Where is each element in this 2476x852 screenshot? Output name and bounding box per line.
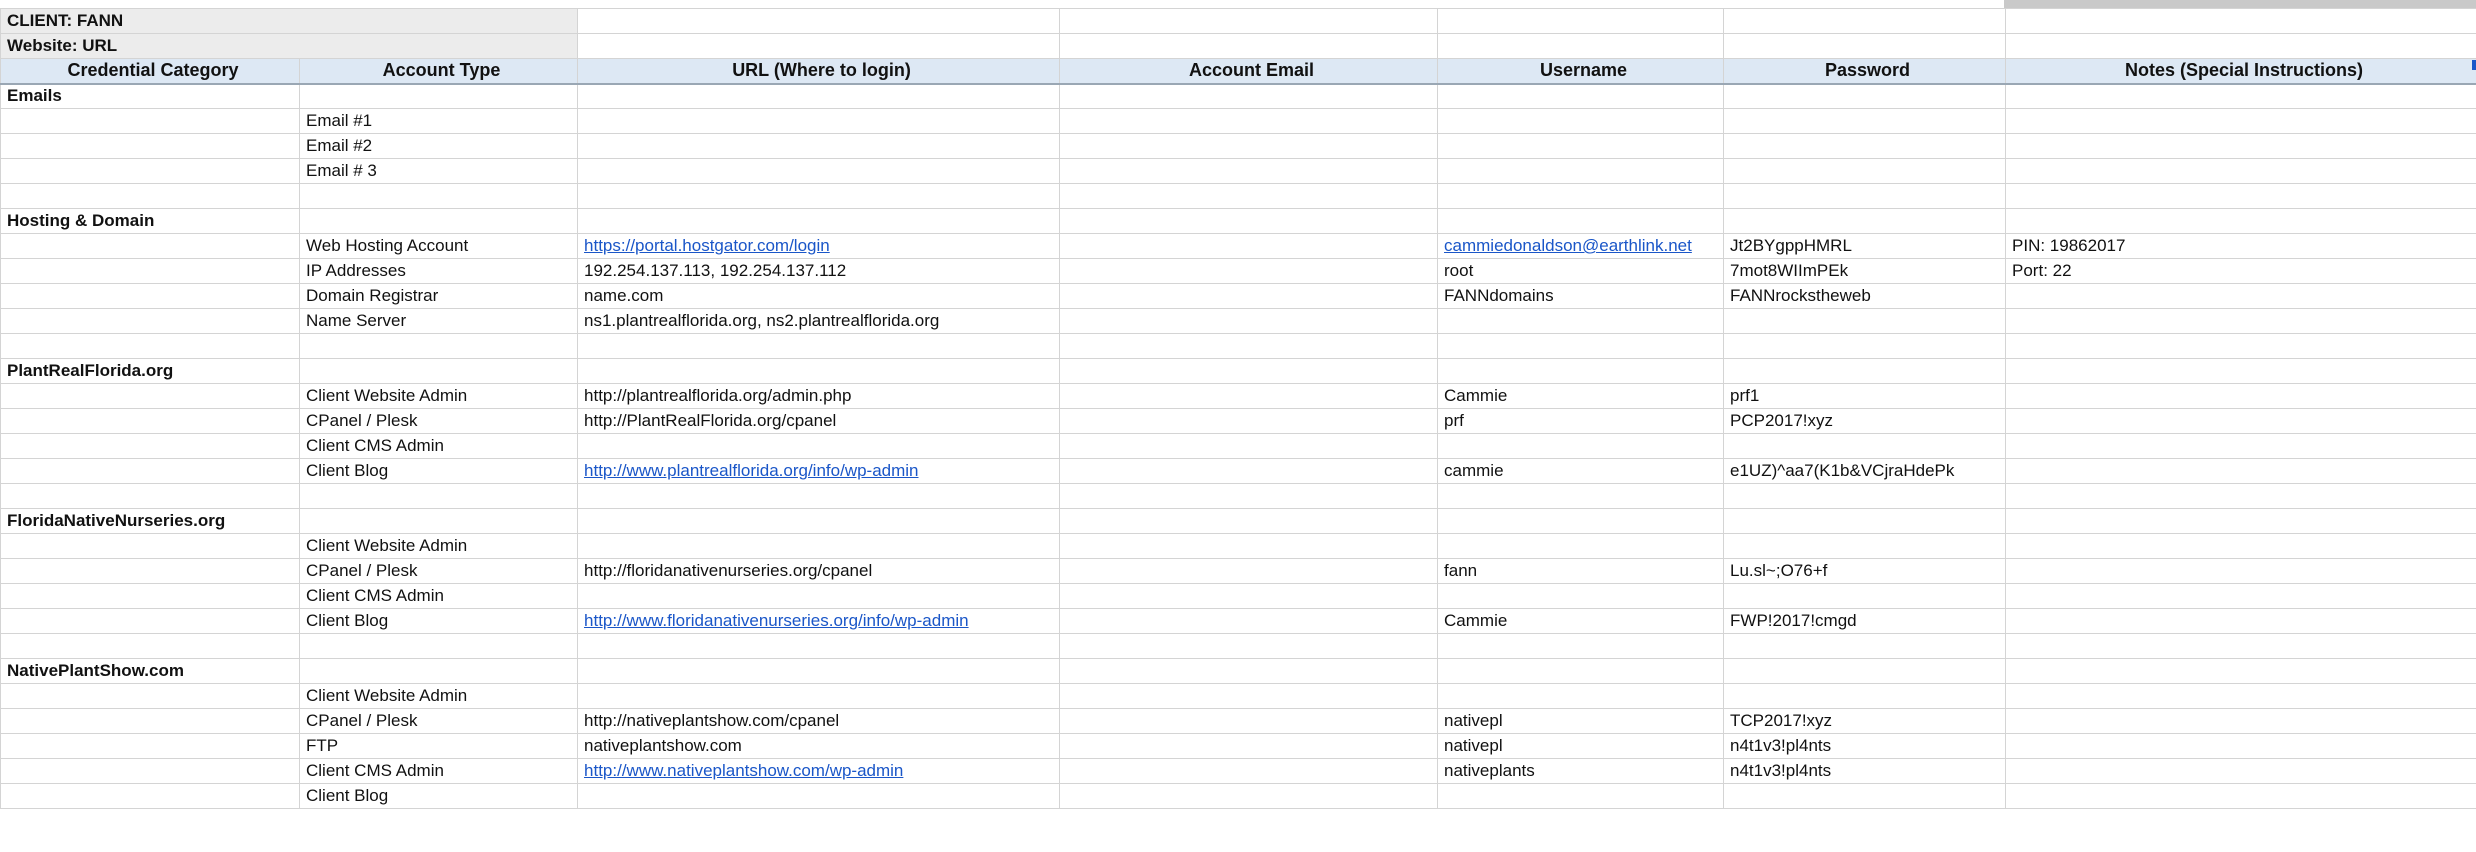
table-row	[1, 534, 2476, 559]
url-cell[interactable]	[578, 459, 1060, 484]
table-row	[1, 459, 2476, 484]
username-cell[interactable]	[1438, 484, 1724, 509]
url-cell[interactable]	[578, 634, 1060, 659]
account-email-cell[interactable]	[1060, 484, 1438, 509]
account-type-cell[interactable]: FTP	[300, 734, 578, 759]
username-cell[interactable]	[1438, 784, 1724, 809]
url-cell[interactable]	[578, 784, 1060, 809]
cell[interactable]	[2006, 9, 2476, 34]
url-cell[interactable]	[578, 234, 1060, 259]
username-cell[interactable]	[1438, 509, 1724, 534]
table-row	[1, 684, 2476, 709]
notes-cell[interactable]	[2006, 684, 2476, 709]
table-row	[1, 109, 2476, 134]
url-cell[interactable]: http://nativeplantshow.com/cpanel	[578, 709, 1060, 734]
password-cell[interactable]	[1724, 584, 2006, 609]
category-cell[interactable]	[1, 234, 300, 259]
username-cell[interactable]: nativepl	[1438, 734, 1724, 759]
cell[interactable]	[1724, 9, 2006, 34]
website-label-cell[interactable]: Website: URL	[1, 34, 578, 59]
account-email-cell[interactable]	[1060, 359, 1438, 384]
account-email-cell[interactable]	[1060, 334, 1438, 359]
account-email-cell[interactable]	[1060, 734, 1438, 759]
table-row	[1, 609, 2476, 634]
url-cell[interactable]	[578, 134, 1060, 159]
account-type-cell[interactable]: Web Hosting Account	[300, 234, 578, 259]
account-email-cell[interactable]	[1060, 584, 1438, 609]
notes-cell[interactable]	[2006, 534, 2476, 559]
notes-cell[interactable]	[2006, 634, 2476, 659]
username-cell[interactable]: cammie	[1438, 459, 1724, 484]
cell[interactable]	[1060, 9, 1438, 34]
table-row	[1, 784, 2476, 809]
account-type-cell[interactable]: CPanel / Plesk	[300, 409, 578, 434]
account-type-cell[interactable]: Client Blog	[300, 609, 578, 634]
password-cell[interactable]	[1724, 159, 2006, 184]
password-cell[interactable]	[1724, 534, 2006, 559]
account-type-cell[interactable]: CPanel / Plesk	[300, 709, 578, 734]
category-cell[interactable]	[1, 559, 300, 584]
category-cell[interactable]	[1, 484, 300, 509]
password-cell[interactable]	[1724, 659, 2006, 684]
header-category[interactable]: Credential Category	[1, 59, 300, 84]
account-type-cell[interactable]: Domain Registrar	[300, 284, 578, 309]
password-cell[interactable]	[1724, 684, 2006, 709]
account-email-cell[interactable]	[1060, 84, 1438, 109]
username-cell[interactable]: nativeplants	[1438, 759, 1724, 784]
notes-cell[interactable]	[2006, 384, 2476, 409]
category-cell[interactable]: FloridaNativeNurseries.org	[1, 509, 300, 534]
notes-cell[interactable]	[2006, 609, 2476, 634]
table-row	[1, 384, 2476, 409]
header-account-type[interactable]: Account Type	[300, 59, 578, 84]
url-cell[interactable]	[578, 609, 1060, 634]
password-cell[interactable]: PCP2017!xyz	[1724, 409, 2006, 434]
category-cell[interactable]: Hosting & Domain	[1, 209, 300, 234]
table-row	[1, 334, 2476, 359]
notes-cell[interactable]	[2006, 109, 2476, 134]
category-cell[interactable]	[1, 459, 300, 484]
table-row	[1, 159, 2476, 184]
password-cell[interactable]	[1724, 484, 2006, 509]
category-cell[interactable]: Emails	[1, 84, 300, 109]
table-row	[1, 709, 2476, 734]
account-type-cell[interactable]: Client CMS Admin	[300, 759, 578, 784]
category-cell[interactable]	[1, 534, 300, 559]
password-cell[interactable]	[1724, 359, 2006, 384]
url-cell[interactable]: nativeplantshow.com	[578, 734, 1060, 759]
username-cell[interactable]	[1438, 184, 1724, 209]
account-type-cell[interactable]: Client CMS Admin	[300, 584, 578, 609]
cell[interactable]	[1060, 34, 1438, 59]
password-cell[interactable]	[1724, 334, 2006, 359]
category-cell[interactable]	[1, 634, 300, 659]
login-url-link[interactable]: http://www.plantrealflorida.org/info/wp-admin	[584, 461, 919, 480]
account-type-cell[interactable]	[300, 659, 578, 684]
username-cell[interactable]	[1438, 334, 1724, 359]
category-cell[interactable]	[1, 609, 300, 634]
table-row	[1, 584, 2476, 609]
notes-cell[interactable]: PIN: 19862017	[2006, 234, 2476, 259]
account-email-cell[interactable]	[1060, 634, 1438, 659]
url-cell[interactable]	[578, 84, 1060, 109]
password-cell[interactable]	[1724, 184, 2006, 209]
notes-cell[interactable]	[2006, 309, 2476, 334]
login-url-link[interactable]: https://portal.hostgator.com/login	[584, 236, 830, 255]
category-cell[interactable]	[1, 309, 300, 334]
username-cell[interactable]	[1438, 659, 1724, 684]
password-cell[interactable]	[1724, 434, 2006, 459]
table-row	[1, 559, 2476, 584]
scroll-edge-marker	[2472, 60, 2476, 70]
url-cell[interactable]	[578, 109, 1060, 134]
account-email-cell[interactable]	[1060, 234, 1438, 259]
notes-cell[interactable]	[2006, 784, 2476, 809]
selected-column-indicator	[2004, 0, 2476, 8]
account-type-cell[interactable]: Client Blog	[300, 459, 578, 484]
category-cell[interactable]	[1, 734, 300, 759]
password-cell[interactable]: e1UZ)^aa7(K1b&VCjraHdePk	[1724, 459, 2006, 484]
username-cell[interactable]: fann	[1438, 559, 1724, 584]
notes-cell[interactable]	[2006, 659, 2476, 684]
account-type-cell[interactable]	[300, 484, 578, 509]
account-email-cell[interactable]	[1060, 384, 1438, 409]
account-type-cell[interactable]	[300, 634, 578, 659]
url-cell[interactable]	[578, 359, 1060, 384]
username-cell[interactable]: root	[1438, 259, 1724, 284]
url-cell[interactable]	[578, 509, 1060, 534]
account-type-cell[interactable]	[300, 359, 578, 384]
account-email-cell[interactable]	[1060, 259, 1438, 284]
account-email-cell[interactable]	[1060, 509, 1438, 534]
password-cell[interactable]: prf1	[1724, 384, 2006, 409]
password-cell[interactable]	[1724, 634, 2006, 659]
notes-cell[interactable]	[2006, 509, 2476, 534]
url-cell[interactable]	[578, 684, 1060, 709]
cell[interactable]	[1438, 34, 1724, 59]
cell[interactable]	[578, 9, 1060, 34]
table-row	[1, 659, 2476, 684]
username-cell[interactable]: Cammie	[1438, 609, 1724, 634]
category-cell[interactable]	[1, 409, 300, 434]
category-cell[interactable]	[1, 684, 300, 709]
account-email-cell[interactable]	[1060, 184, 1438, 209]
table-row	[1, 184, 2476, 209]
header-username[interactable]: Username	[1438, 59, 1724, 84]
url-cell[interactable]: 192.254.137.113, 192.254.137.112	[578, 259, 1060, 284]
category-cell[interactable]	[1, 759, 300, 784]
notes-cell[interactable]	[2006, 459, 2476, 484]
account-type-cell[interactable]: Client Website Admin	[300, 384, 578, 409]
username-cell[interactable]	[1438, 234, 1724, 259]
cell[interactable]	[2006, 34, 2476, 59]
url-cell[interactable]	[578, 209, 1060, 234]
url-cell[interactable]	[578, 484, 1060, 509]
account-email-cell[interactable]	[1060, 609, 1438, 634]
username-cell[interactable]	[1438, 109, 1724, 134]
username-cell[interactable]	[1438, 534, 1724, 559]
username-cell[interactable]	[1438, 159, 1724, 184]
password-cell[interactable]: FWP!2017!cmgd	[1724, 609, 2006, 634]
username-cell[interactable]	[1438, 434, 1724, 459]
account-type-cell[interactable]	[300, 334, 578, 359]
notes-cell[interactable]	[2006, 559, 2476, 584]
cell[interactable]	[578, 34, 1060, 59]
url-cell[interactable]	[578, 759, 1060, 784]
account-email-cell[interactable]	[1060, 684, 1438, 709]
notes-cell[interactable]	[2006, 484, 2476, 509]
account-type-cell[interactable]	[300, 209, 578, 234]
url-cell[interactable]: http://floridanativenurseries.org/cpanel	[578, 559, 1060, 584]
password-cell[interactable]	[1724, 134, 2006, 159]
table-row	[1, 434, 2476, 459]
account-email-cell[interactable]	[1060, 559, 1438, 584]
password-cell[interactable]	[1724, 509, 2006, 534]
username-cell[interactable]: Cammie	[1438, 384, 1724, 409]
category-cell[interactable]: NativePlantShow.com	[1, 659, 300, 684]
table-row	[1, 259, 2476, 284]
account-type-cell[interactable]: Client Website Admin	[300, 684, 578, 709]
account-email-cell[interactable]	[1060, 309, 1438, 334]
account-email-cell[interactable]	[1060, 784, 1438, 809]
category-cell[interactable]	[1, 709, 300, 734]
username-cell[interactable]	[1438, 634, 1724, 659]
username-cell[interactable]	[1438, 309, 1724, 334]
account-email-cell[interactable]	[1060, 284, 1438, 309]
account-type-cell[interactable]	[300, 184, 578, 209]
password-cell[interactable]	[1724, 209, 2006, 234]
account-type-cell[interactable]: Client Website Admin	[300, 534, 578, 559]
password-cell[interactable]: FANNrockstheweb	[1724, 284, 2006, 309]
url-cell[interactable]: http://plantrealflorida.org/admin.php	[578, 384, 1060, 409]
notes-cell[interactable]	[2006, 584, 2476, 609]
account-email-cell[interactable]	[1060, 534, 1438, 559]
account-type-cell[interactable]: IP Addresses	[300, 259, 578, 284]
notes-cell[interactable]	[2006, 359, 2476, 384]
account-email-cell[interactable]	[1060, 459, 1438, 484]
table-row	[1, 484, 2476, 509]
table-row	[1, 409, 2476, 434]
table-row	[1, 309, 2476, 334]
username-cell[interactable]	[1438, 359, 1724, 384]
email-link[interactable]: cammiedonaldson@earthlink.net	[1444, 236, 1692, 255]
username-cell[interactable]	[1438, 134, 1724, 159]
cell[interactable]	[1438, 9, 1724, 34]
category-cell[interactable]	[1, 334, 300, 359]
account-type-cell[interactable]: Email # 3	[300, 159, 578, 184]
header-url[interactable]: URL (Where to login)	[578, 59, 1060, 84]
notes-cell[interactable]	[2006, 334, 2476, 359]
table-row	[1, 509, 2476, 534]
table-row	[1, 284, 2476, 309]
table-row	[1, 359, 2476, 384]
url-cell[interactable]	[578, 659, 1060, 684]
url-cell[interactable]	[578, 534, 1060, 559]
notes-cell[interactable]	[2006, 734, 2476, 759]
category-cell[interactable]	[1, 184, 300, 209]
notes-cell[interactable]	[2006, 409, 2476, 434]
account-email-cell[interactable]	[1060, 134, 1438, 159]
header-password[interactable]: Password	[1724, 59, 2006, 84]
cell[interactable]	[1724, 34, 2006, 59]
client-label-cell[interactable]: CLIENT: FANN	[1, 9, 578, 34]
password-cell[interactable]: TCP2017!xyz	[1724, 709, 2006, 734]
account-email-cell[interactable]	[1060, 159, 1438, 184]
account-email-cell[interactable]	[1060, 409, 1438, 434]
notes-cell[interactable]	[2006, 759, 2476, 784]
account-type-cell[interactable]: Name Server	[300, 309, 578, 334]
category-cell[interactable]	[1, 259, 300, 284]
account-type-cell[interactable]: Email #2	[300, 134, 578, 159]
url-cell[interactable]: name.com	[578, 284, 1060, 309]
password-cell[interactable]	[1724, 784, 2006, 809]
password-cell[interactable]: Jt2BYgppHMRL	[1724, 234, 2006, 259]
url-cell[interactable]	[578, 184, 1060, 209]
table-row	[1, 84, 2476, 109]
account-email-cell[interactable]	[1060, 659, 1438, 684]
category-cell[interactable]	[1, 134, 300, 159]
header-notes[interactable]: Notes (Special Instructions)	[2006, 59, 2476, 84]
account-email-cell[interactable]	[1060, 434, 1438, 459]
table-row	[1, 234, 2476, 259]
category-cell[interactable]	[1, 784, 300, 809]
username-cell[interactable]: nativepl	[1438, 709, 1724, 734]
account-type-cell[interactable]	[300, 84, 578, 109]
username-cell[interactable]	[1438, 84, 1724, 109]
notes-cell[interactable]	[2006, 709, 2476, 734]
category-cell[interactable]	[1, 434, 300, 459]
account-type-cell[interactable]: Client CMS Admin	[300, 434, 578, 459]
notes-cell[interactable]	[2006, 134, 2476, 159]
account-email-cell[interactable]	[1060, 759, 1438, 784]
category-cell[interactable]	[1, 584, 300, 609]
login-url-link[interactable]: http://www.nativeplantshow.com/wp-admin	[584, 761, 904, 780]
password-cell[interactable]: Lu.sl~;O76+f	[1724, 559, 2006, 584]
account-type-cell[interactable]: Email #1	[300, 109, 578, 134]
url-cell[interactable]	[578, 159, 1060, 184]
notes-cell[interactable]	[2006, 184, 2476, 209]
username-cell[interactable]: prf	[1438, 409, 1724, 434]
table-row	[1, 759, 2476, 784]
username-cell[interactable]	[1438, 209, 1724, 234]
credentials-table	[0, 8, 2476, 809]
password-cell[interactable]: n4t1v3!pl4nts	[1724, 759, 2006, 784]
table-row	[1, 634, 2476, 659]
account-type-cell[interactable]: CPanel / Plesk	[300, 559, 578, 584]
url-cell[interactable]	[578, 334, 1060, 359]
category-cell[interactable]	[1, 159, 300, 184]
account-email-cell[interactable]	[1060, 709, 1438, 734]
username-cell[interactable]	[1438, 584, 1724, 609]
category-cell[interactable]	[1, 284, 300, 309]
url-cell[interactable]	[578, 434, 1060, 459]
url-cell[interactable]: http://PlantRealFlorida.org/cpanel	[578, 409, 1060, 434]
password-cell[interactable]	[1724, 84, 2006, 109]
table-row	[1, 734, 2476, 759]
notes-cell[interactable]	[2006, 84, 2476, 109]
category-cell[interactable]	[1, 109, 300, 134]
password-cell[interactable]: n4t1v3!pl4nts	[1724, 734, 2006, 759]
table-row	[1, 134, 2476, 159]
table-row	[1, 209, 2476, 234]
notes-cell[interactable]	[2006, 159, 2476, 184]
category-cell[interactable]: PlantRealFlorida.org	[1, 359, 300, 384]
category-cell[interactable]	[1, 384, 300, 409]
login-url-link[interactable]: http://www.floridanativenurseries.org/info/wp-admin	[584, 611, 969, 630]
notes-cell[interactable]: Port: 22	[2006, 259, 2476, 284]
account-type-cell[interactable]	[300, 509, 578, 534]
account-email-cell[interactable]	[1060, 109, 1438, 134]
username-cell[interactable]	[1438, 684, 1724, 709]
notes-cell[interactable]	[2006, 209, 2476, 234]
notes-cell[interactable]	[2006, 434, 2476, 459]
notes-cell[interactable]	[2006, 284, 2476, 309]
password-cell[interactable]: 7mot8WIImPEk	[1724, 259, 2006, 284]
account-email-cell[interactable]	[1060, 209, 1438, 234]
header-account-email[interactable]: Account Email	[1060, 59, 1438, 84]
password-cell[interactable]	[1724, 109, 2006, 134]
url-cell[interactable]: ns1.plantrealflorida.org, ns2.plantrealflorida.org	[578, 309, 1060, 334]
url-cell[interactable]	[578, 584, 1060, 609]
password-cell[interactable]	[1724, 309, 2006, 334]
account-type-cell[interactable]: Client Blog	[300, 784, 578, 809]
username-cell[interactable]: FANNdomains	[1438, 284, 1724, 309]
